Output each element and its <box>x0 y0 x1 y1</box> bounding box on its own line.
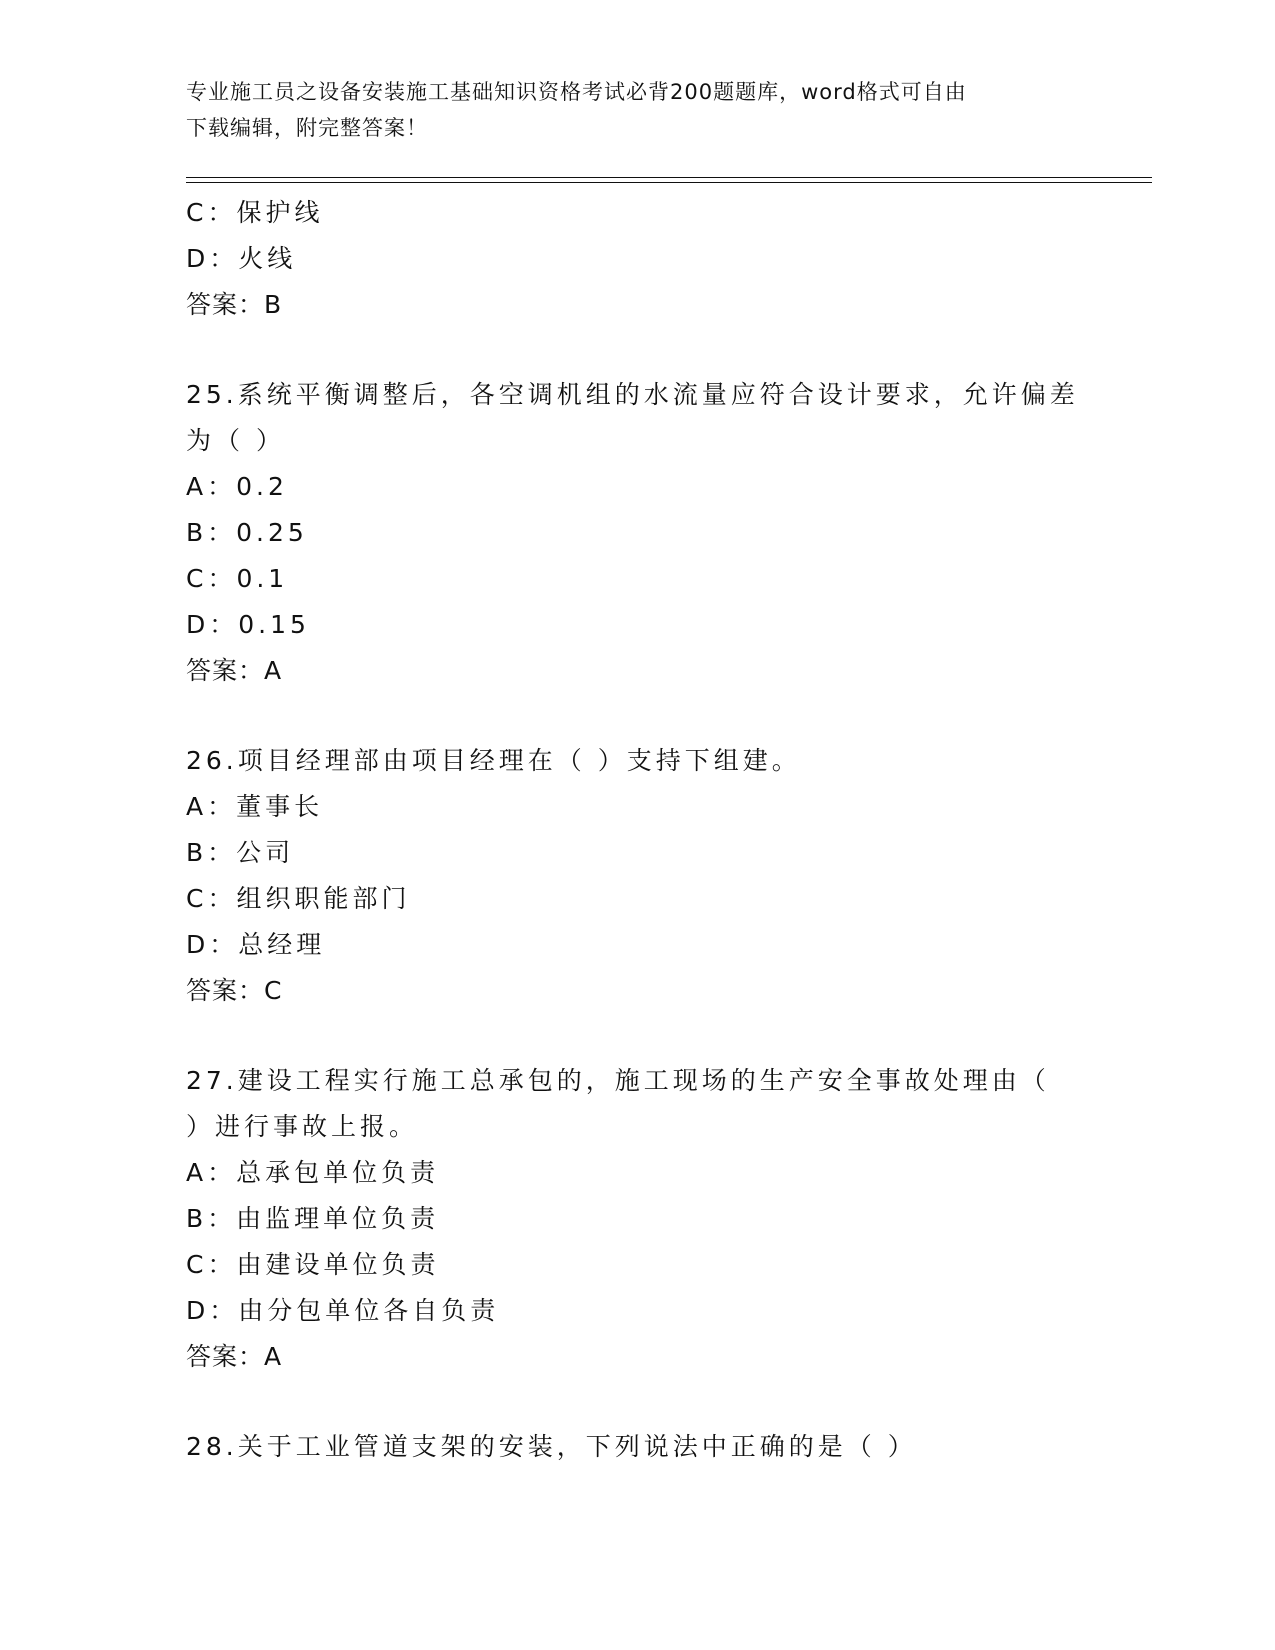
question-stem: 28.关于工业管道支架的安装，下列说法中正确的是（ ） <box>186 1432 917 1461</box>
option-a: A：总承包单位负责 <box>186 1158 440 1187</box>
option-b: B：公司 <box>186 838 295 867</box>
option-b: B：由监理单位负责 <box>186 1204 440 1233</box>
answer-line: 答案：B <box>186 290 283 319</box>
question-stem: 25.系统平衡调整后，各空调机组的水流量应符合设计要求，允许偏差 <box>186 380 1079 409</box>
question-27 <box>186 1058 1116 1380</box>
option-c: C：保护线 <box>186 198 324 227</box>
option-a: A：0.2 <box>186 472 288 501</box>
option-a: A：董事长 <box>186 792 324 821</box>
spacer <box>186 1380 1116 1424</box>
header-divider-bottom <box>186 182 1152 183</box>
option-b: B：0.25 <box>186 518 308 547</box>
spacer <box>186 328 1116 372</box>
spacer <box>186 1014 1116 1058</box>
question-stem: 26.项目经理部由项目经理在（ ）支持下组建。 <box>186 746 801 775</box>
option-c: C：0.1 <box>186 564 289 593</box>
answer-line: 答案：A <box>186 1342 283 1371</box>
option-c: C：由建设单位负责 <box>186 1250 440 1279</box>
question-stem-continued: ）进行事故上报。 <box>186 1112 419 1141</box>
document-header <box>186 74 1066 146</box>
answer-line: 答案：C <box>186 976 283 1005</box>
header-line-1: 专业施工员之设备安装施工基础知识资格考试必背200题题库，word格式可自由 <box>186 80 967 104</box>
option-d: D：火线 <box>186 244 297 273</box>
option-d: D：由分包单位各自负责 <box>186 1296 500 1325</box>
question-26 <box>186 738 1116 1014</box>
question-28 <box>186 1424 1116 1470</box>
answer-line: 答案：A <box>186 656 283 685</box>
carryover-block <box>186 190 1116 328</box>
question-25 <box>186 372 1116 694</box>
question-stem-continued: 为（ ） <box>186 426 285 455</box>
header-line-2: 下载编辑，附完整答案！ <box>186 116 428 140</box>
option-d: D：总经理 <box>186 930 326 959</box>
question-list <box>186 190 1116 1470</box>
spacer <box>186 694 1116 738</box>
question-stem: 27.建设工程实行施工总承包的，施工现场的生产安全事故处理由（ <box>186 1066 1050 1095</box>
option-d: D：0.15 <box>186 610 310 639</box>
option-c: C：组织职能部门 <box>186 884 411 913</box>
header-divider-top <box>186 177 1152 178</box>
